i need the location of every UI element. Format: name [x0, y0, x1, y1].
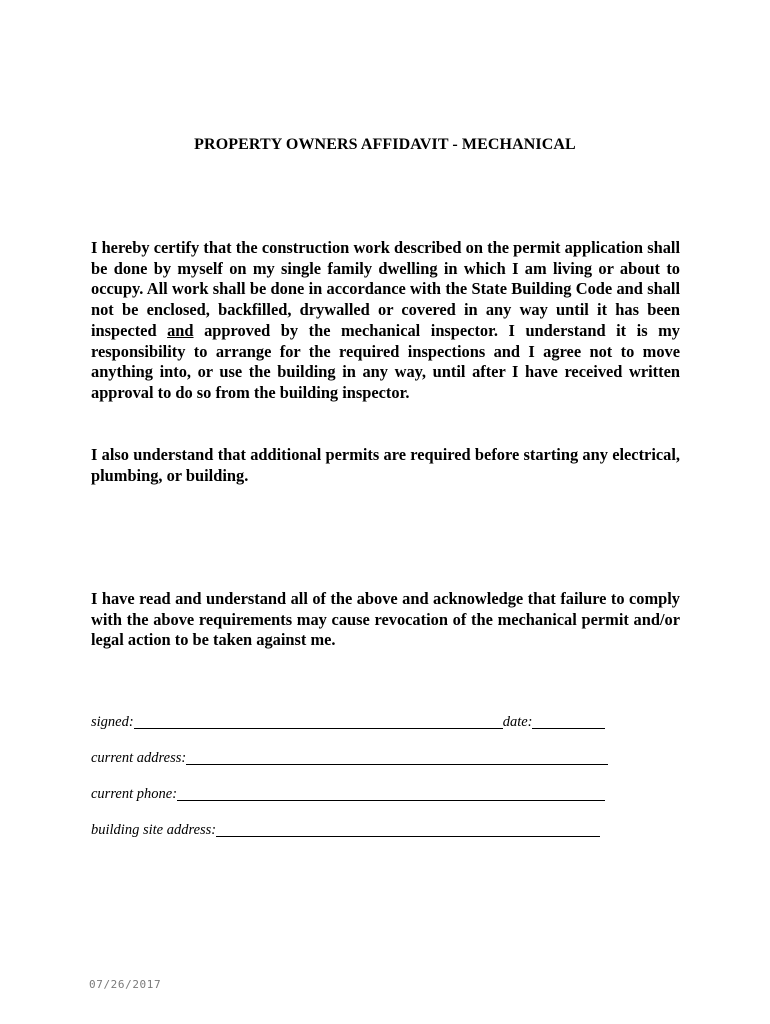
current-address-line[interactable]	[186, 749, 608, 765]
current-phone-label: current phone:	[91, 786, 178, 802]
certification-text-part1: I hereby certify that the construction work described on the permit application shall be done by myself on my single family dwelling in which I am living or about to occupy. All work shall be done in accordance with the State Building Code and shall not be enclosed, backfilled, drywalled or covered in any way until it has been inspected	[91, 238, 680, 340]
document-title: PROPERTY OWNERS AFFIDAVIT - MECHANICAL	[194, 136, 576, 153]
underlined-and: and	[167, 320, 194, 340]
current-phone-field-row	[91, 783, 605, 803]
current-phone-line[interactable]	[177, 785, 605, 801]
signed-field-row	[91, 711, 605, 731]
building-site-address-label: building site address:	[91, 822, 217, 838]
footer-date: 07/26/2017	[89, 978, 162, 991]
signed-label: signed:	[91, 714, 134, 730]
current-address-label: current address:	[91, 750, 187, 766]
date-line[interactable]	[532, 713, 605, 729]
permits-paragraph: I also understand that additional permits are required before starting any electrical, plumbing, or building.	[91, 445, 680, 485]
certification-text-part2: approved by the mechanical inspector. I understand it is my responsibility to arrange for the required inspections and I agree not to move anything into, or use the building in any way, until after I have received written approval to do so from the building inspector.	[91, 320, 680, 402]
certification-paragraph	[91, 238, 680, 404]
acknowledgement-paragraph: I have read and understand all of the above and acknowledge that failure to comply with the above requirements may cause revocation of the mechanical permit and/or legal action to be taken against me.	[91, 589, 680, 650]
current-address-field-row	[91, 747, 608, 767]
building-site-address-line[interactable]	[216, 821, 600, 837]
date-label: date:	[502, 714, 533, 730]
signed-line[interactable]	[134, 713, 503, 729]
building-site-address-field-row	[91, 819, 600, 839]
